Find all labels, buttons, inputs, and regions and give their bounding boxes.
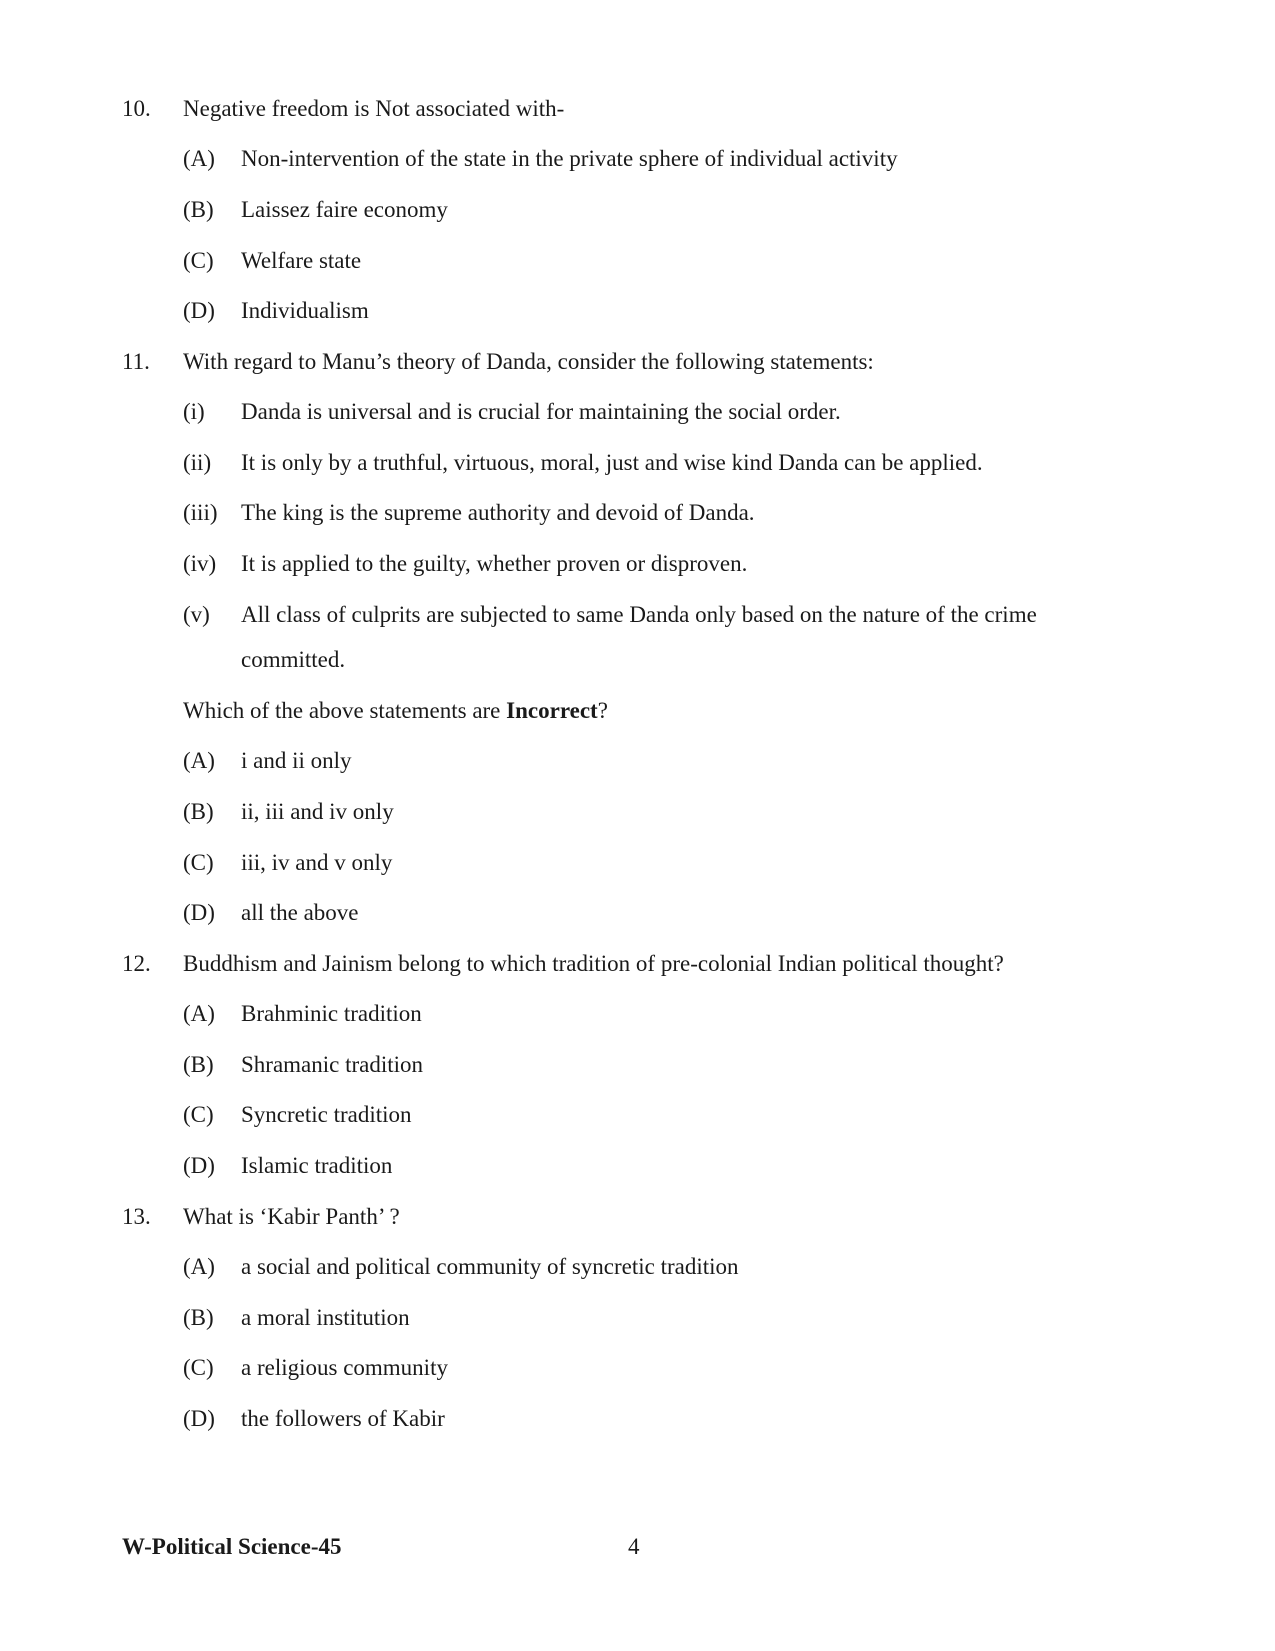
option-text: all the above (241, 900, 359, 925)
statement-label: (iv) (183, 551, 217, 576)
option-text: Syncretic tradition (241, 1102, 412, 1127)
prompt-text: Which of the above statements are (183, 698, 507, 723)
option-text: a religious community (241, 1355, 448, 1380)
option-label: (A) (183, 1001, 215, 1026)
option-label: (D) (183, 1406, 215, 1431)
option-text: the followers of Kabir (241, 1406, 445, 1431)
option-text: i and ii only (241, 748, 352, 773)
option-text: iii, iv and v only (241, 850, 393, 875)
option-label: (B) (183, 1305, 214, 1330)
option-label: (A) (183, 1254, 215, 1279)
question-text: With regard to Manu’s theory of Danda, consider the following statements: (183, 349, 874, 374)
prompt-emphasis: Incorrect (506, 698, 598, 723)
option-label: (B) (183, 197, 214, 222)
option-text: Laissez faire economy (241, 197, 448, 222)
option-label: (B) (183, 799, 214, 824)
page-number: 4 (628, 1534, 640, 1559)
statement-text: It is applied to the guilty, whether proven or disproven. (241, 551, 748, 576)
option-text: Islamic tradition (241, 1153, 393, 1178)
option-label: (D) (183, 298, 215, 323)
statement-label: (v) (183, 602, 210, 627)
option-text: Welfare state (241, 248, 362, 273)
option-label: (C) (183, 1102, 214, 1127)
statement-label: (iii) (183, 500, 218, 525)
option-label: (A) (183, 146, 215, 171)
option-text: Non-intervention of the state in the private sphere of individual activity (241, 146, 898, 171)
statement-text: Danda is universal and is crucial for maintaining the social order. (241, 399, 841, 424)
question-text: Buddhism and Jainism belong to which tradition of pre-colonial Indian political thought? (183, 951, 1004, 976)
statement-text: All class of culprits are subjected to same Danda only based on the nature of the crime (241, 602, 1037, 627)
option-label: (C) (183, 850, 214, 875)
prompt-end: ? (597, 698, 608, 723)
question-text: What is ‘Kabir Panth’ ? (183, 1204, 400, 1229)
option-label: (C) (183, 248, 214, 273)
question-text: Negative freedom is Not associated with- (183, 96, 565, 121)
option-label: (A) (183, 748, 215, 773)
option-label: (C) (183, 1355, 214, 1380)
option-text: Brahminic tradition (241, 1001, 422, 1026)
statement-text: It is only by a truthful, virtuous, moral, just and wise kind Danda can be applied. (241, 450, 983, 475)
statement-label: (ii) (183, 450, 212, 475)
question-number: 10. (122, 96, 151, 121)
option-text: a moral institution (241, 1305, 410, 1330)
option-label: (D) (183, 1153, 215, 1178)
question-number: 11. (122, 349, 150, 374)
paper-code: W-Political Science-45 (122, 1534, 342, 1559)
statement-text: The king is the supreme authority and devoid of Danda. (241, 500, 755, 525)
question-number: 12. (122, 951, 151, 976)
question-prompt (183, 697, 608, 725)
option-label: (B) (183, 1052, 214, 1077)
option-text: Individualism (241, 298, 369, 323)
option-text: ii, iii and iv only (241, 799, 394, 824)
option-text: Shramanic tradition (241, 1052, 424, 1077)
statement-label: (i) (183, 399, 205, 424)
question-number: 13. (122, 1204, 151, 1229)
statement-text-continued: committed. (241, 647, 346, 672)
option-label: (D) (183, 900, 215, 925)
option-text: a social and political community of syncretic tradition (241, 1254, 739, 1279)
